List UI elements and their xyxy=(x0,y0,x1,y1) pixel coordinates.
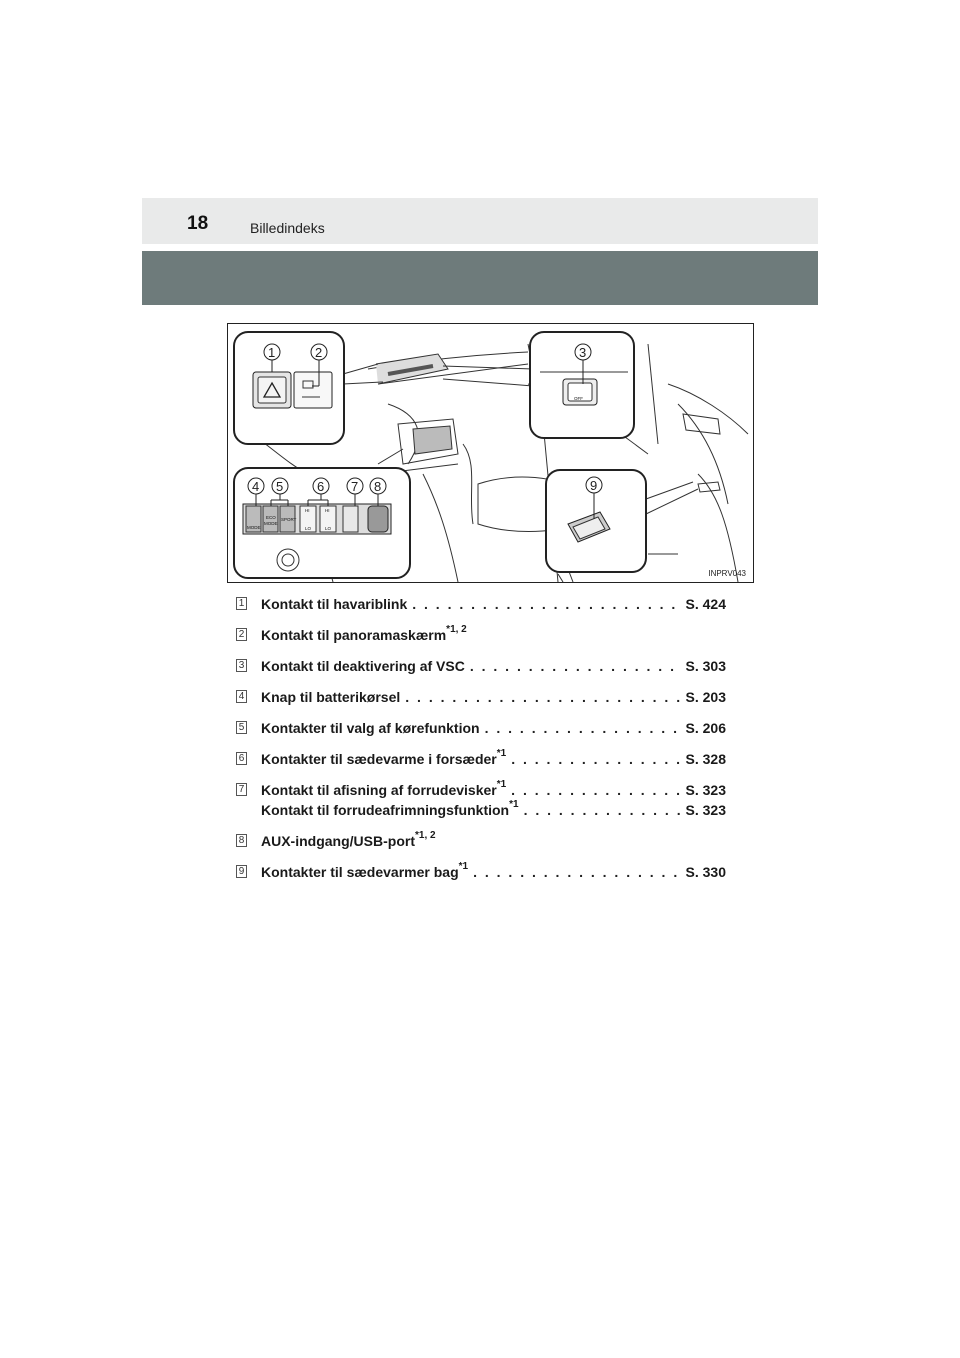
entry-item xyxy=(236,624,726,644)
footnote-marker: *1, 2 xyxy=(414,830,436,842)
callout-6: 6 xyxy=(317,479,325,494)
page-reference: S. 323 xyxy=(685,782,726,798)
callout-9: 9 xyxy=(590,478,598,493)
entry-number: 1 xyxy=(236,597,247,610)
dot-leader xyxy=(524,802,680,819)
header-bar xyxy=(142,198,818,244)
page-reference: S. 206 xyxy=(685,720,726,736)
magnified-box-hazard-panorama xyxy=(234,332,344,444)
entry-number: 5 xyxy=(236,721,247,734)
footnote-marker: *1 xyxy=(496,779,507,791)
eco-mode-label: MODE xyxy=(264,521,278,526)
entry-number: 8 xyxy=(236,834,247,847)
entry-label: Kontakt til afisning af forrudevisker xyxy=(261,782,497,798)
entry-line xyxy=(261,624,726,644)
lo-label-2: LO xyxy=(325,526,332,531)
entry-line xyxy=(261,689,726,706)
entry-item xyxy=(236,720,726,737)
entry-label: Kontakt til havariblink xyxy=(261,596,408,612)
dot-leader xyxy=(470,658,680,675)
entry-label: Kontakter til valg af kørefunktion xyxy=(261,720,480,736)
footnote-marker: *1 xyxy=(458,861,469,873)
callout-8: 8 xyxy=(374,479,382,494)
section-title: Billedindeks xyxy=(250,220,325,236)
entry-line xyxy=(261,799,726,819)
entry-item xyxy=(236,596,726,613)
callout-4: 4 xyxy=(252,479,260,494)
dot-leader xyxy=(511,751,679,768)
page-number: 18 xyxy=(187,213,209,234)
hi-label-1: HI xyxy=(305,508,310,513)
entry-list xyxy=(236,596,726,895)
entry-label: Kontakt til deaktivering af VSC xyxy=(261,658,465,674)
entry-line xyxy=(261,779,726,799)
section-banner xyxy=(142,251,818,305)
entry-line xyxy=(261,748,726,768)
entry-number: 6 xyxy=(236,752,247,765)
dashboard-drawing xyxy=(228,324,753,582)
entry-item xyxy=(236,748,726,768)
entry-text xyxy=(261,658,465,675)
footnote-marker: *1, 2 xyxy=(446,624,467,636)
lo-label-1: LO xyxy=(305,526,312,531)
entry-label: AUX-indgang/USB-port xyxy=(261,833,415,849)
page-reference: S. 203 xyxy=(685,689,726,705)
callout-3: 3 xyxy=(579,345,587,360)
entry-number: 7 xyxy=(236,783,247,796)
callout-1: 1 xyxy=(268,345,276,360)
entry-label: Kontakter til sædevarmer bag xyxy=(261,864,459,880)
entry-text xyxy=(261,720,480,737)
entry-item xyxy=(236,658,726,675)
page-reference: S. 303 xyxy=(685,658,726,674)
entry-text xyxy=(261,861,469,881)
entry-text xyxy=(261,830,436,850)
sport-label: SPORT xyxy=(281,517,297,522)
entry-number: 2 xyxy=(236,628,247,641)
footnote-marker: *1 xyxy=(496,748,507,760)
entry-text xyxy=(261,596,407,613)
vsc-off-label: OFF xyxy=(574,396,583,401)
entry-number: 4 xyxy=(236,690,247,703)
entry-line xyxy=(261,720,726,737)
callout-5: 5 xyxy=(276,479,284,494)
eco-label: ECO xyxy=(266,515,276,520)
entry-label: Kontakter til sædevarme i forsæder xyxy=(261,751,497,767)
dot-leader xyxy=(412,596,679,613)
entry-line xyxy=(261,830,726,850)
callout-2: 2 xyxy=(315,345,323,360)
entry-item xyxy=(236,689,726,706)
entry-text xyxy=(261,624,467,644)
hi-label-2: HI xyxy=(325,508,330,513)
page-reference: S. 424 xyxy=(685,596,726,612)
entry-text xyxy=(261,689,400,706)
page-reference: S. 328 xyxy=(685,751,726,767)
entry-number: 9 xyxy=(236,865,247,878)
entry-line xyxy=(261,658,726,675)
entry-label: Kontakt til panoramaskærm xyxy=(261,627,447,643)
entry-number: 3 xyxy=(236,659,247,672)
entry-line xyxy=(261,596,726,613)
entry-line xyxy=(261,861,726,881)
dot-leader xyxy=(473,864,679,881)
entry-label: Knap til batterikørsel xyxy=(261,689,401,705)
dashboard-illustration xyxy=(227,323,754,583)
entry-text xyxy=(261,779,507,799)
callout-7: 7 xyxy=(351,479,359,494)
figure-code: INPRV043 xyxy=(708,569,746,578)
entry-text xyxy=(261,799,519,819)
page-reference: S. 323 xyxy=(685,802,726,818)
entry-item xyxy=(236,830,726,850)
dot-leader xyxy=(405,689,679,706)
entry-item xyxy=(236,779,726,819)
entry-text xyxy=(261,748,507,768)
page-reference: S. 330 xyxy=(685,864,726,880)
entry-item xyxy=(236,861,726,881)
dot-leader xyxy=(511,782,679,799)
dot-leader xyxy=(485,720,680,737)
footnote-marker: *1 xyxy=(509,799,519,811)
ev-mode-label: MODE xyxy=(247,525,261,530)
entry-label: Kontakt til forrudeafrimningsfunktion xyxy=(261,802,510,818)
